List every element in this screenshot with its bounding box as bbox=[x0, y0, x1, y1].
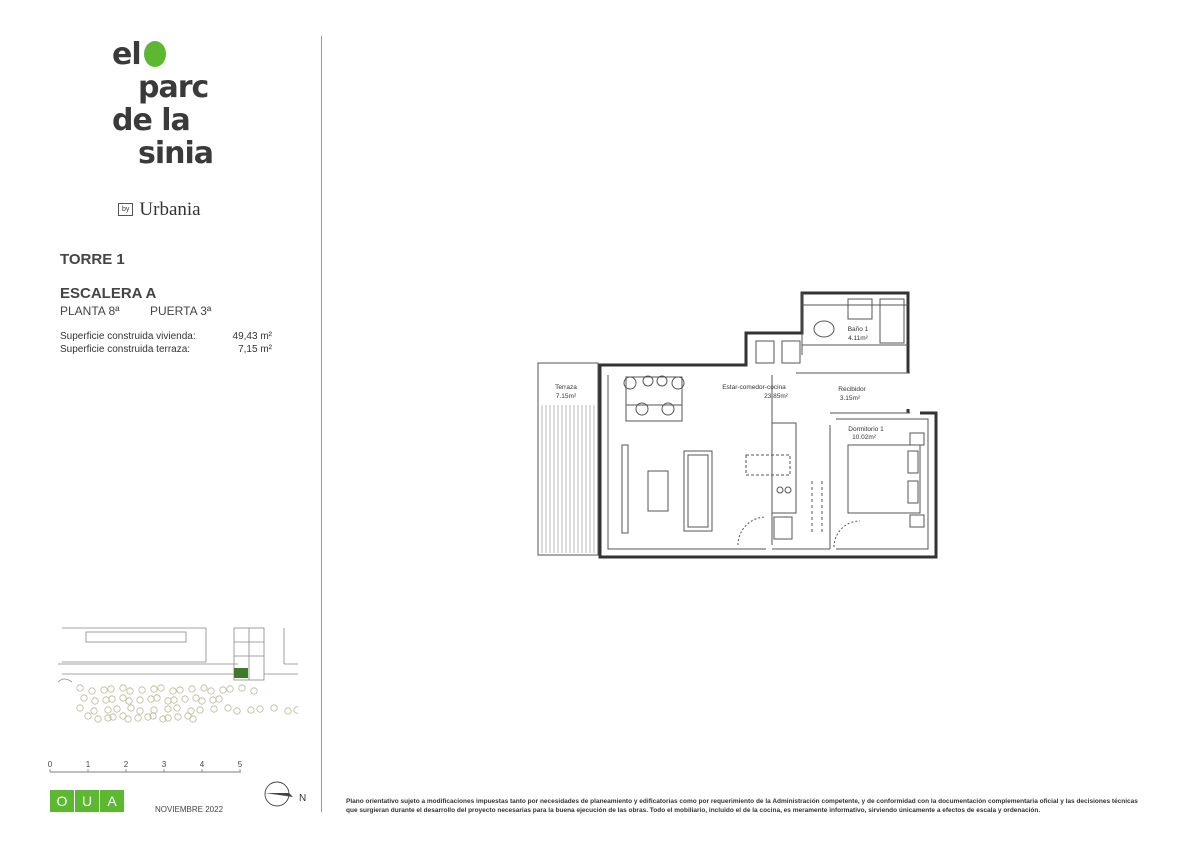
scale-tick-1: 1 bbox=[85, 760, 91, 769]
company-name: Urbania bbox=[139, 199, 201, 220]
floor-label: PLANTA 8ª bbox=[60, 304, 120, 318]
badge-letter: U bbox=[75, 790, 100, 812]
area-value: 49,43 m² bbox=[232, 331, 272, 342]
scale-tick-3: 3 bbox=[161, 760, 167, 769]
scale-bar bbox=[46, 758, 256, 780]
scale-tick-2: 2 bbox=[123, 760, 129, 769]
staircase-label: ESCALERA A bbox=[60, 285, 157, 302]
tower-label: TORRE 1 bbox=[60, 251, 125, 268]
by-box: by bbox=[118, 203, 133, 216]
room-name: Recibidor bbox=[838, 386, 866, 393]
urbania-byline bbox=[118, 199, 201, 221]
logo-line-2: parc bbox=[138, 70, 209, 105]
room-area: 7.15m² bbox=[555, 393, 577, 400]
room-area: 23.85m² bbox=[764, 393, 788, 400]
room-name: Terraza bbox=[555, 384, 577, 391]
site-key-plan bbox=[58, 624, 298, 724]
room-area: 3.15m² bbox=[839, 395, 861, 402]
north-compass bbox=[263, 780, 313, 810]
brand-logo bbox=[112, 38, 213, 170]
room-name: Estar-comedor-cocina bbox=[722, 384, 786, 391]
area-label: Superficie construida vivienda: bbox=[60, 331, 196, 342]
logo-green-dot bbox=[144, 41, 166, 67]
badge-letter: A bbox=[107, 793, 117, 809]
architect-badge bbox=[50, 790, 124, 812]
door-label: PUERTA 3ª bbox=[150, 304, 212, 318]
scale-tick-4: 4 bbox=[199, 760, 205, 769]
room-name: Baño 1 bbox=[847, 326, 869, 333]
logo-line-1: el bbox=[112, 38, 213, 71]
area-value: 7,15 m² bbox=[238, 344, 272, 355]
scale-tick-0: 0 bbox=[47, 760, 53, 769]
floor-plan bbox=[530, 285, 950, 565]
logo-line-4: sinia bbox=[138, 136, 214, 171]
badge-letter: O bbox=[50, 790, 75, 812]
room-area: 10.02m² bbox=[852, 434, 876, 441]
area-row-dwelling bbox=[60, 331, 272, 342]
room-name: Dormitorio 1 bbox=[848, 426, 884, 433]
legal-disclaimer: Plano orientativo sujeto a modificaciones impuestas tanto por necesidades de planeamiento y edificatorias como por requerimiento de la Administración competente, y de conformidad con la documentación complementaria oficial y las decisiones técnicas que surgieran durante el desarrollo del proyecto necesarias para la buena ejecución de las obras. Todo el mobiliario, incluido el de la cocina, es meramente informativo, sirviendo únicamente a efectos de escala y ordenación. bbox=[346, 798, 1138, 814]
area-row-terrace bbox=[60, 344, 272, 355]
room-area: 4.11m² bbox=[848, 335, 868, 342]
scale-tick-5: 5 bbox=[237, 760, 243, 769]
plan-date: NOVIEMBRE 2022 bbox=[155, 805, 224, 814]
north-label: N bbox=[299, 793, 307, 804]
terrace-area bbox=[538, 363, 598, 555]
divider-line bbox=[321, 36, 322, 812]
logo-line-3: de la bbox=[112, 103, 190, 138]
area-label: Superficie construida terraza: bbox=[60, 344, 191, 355]
